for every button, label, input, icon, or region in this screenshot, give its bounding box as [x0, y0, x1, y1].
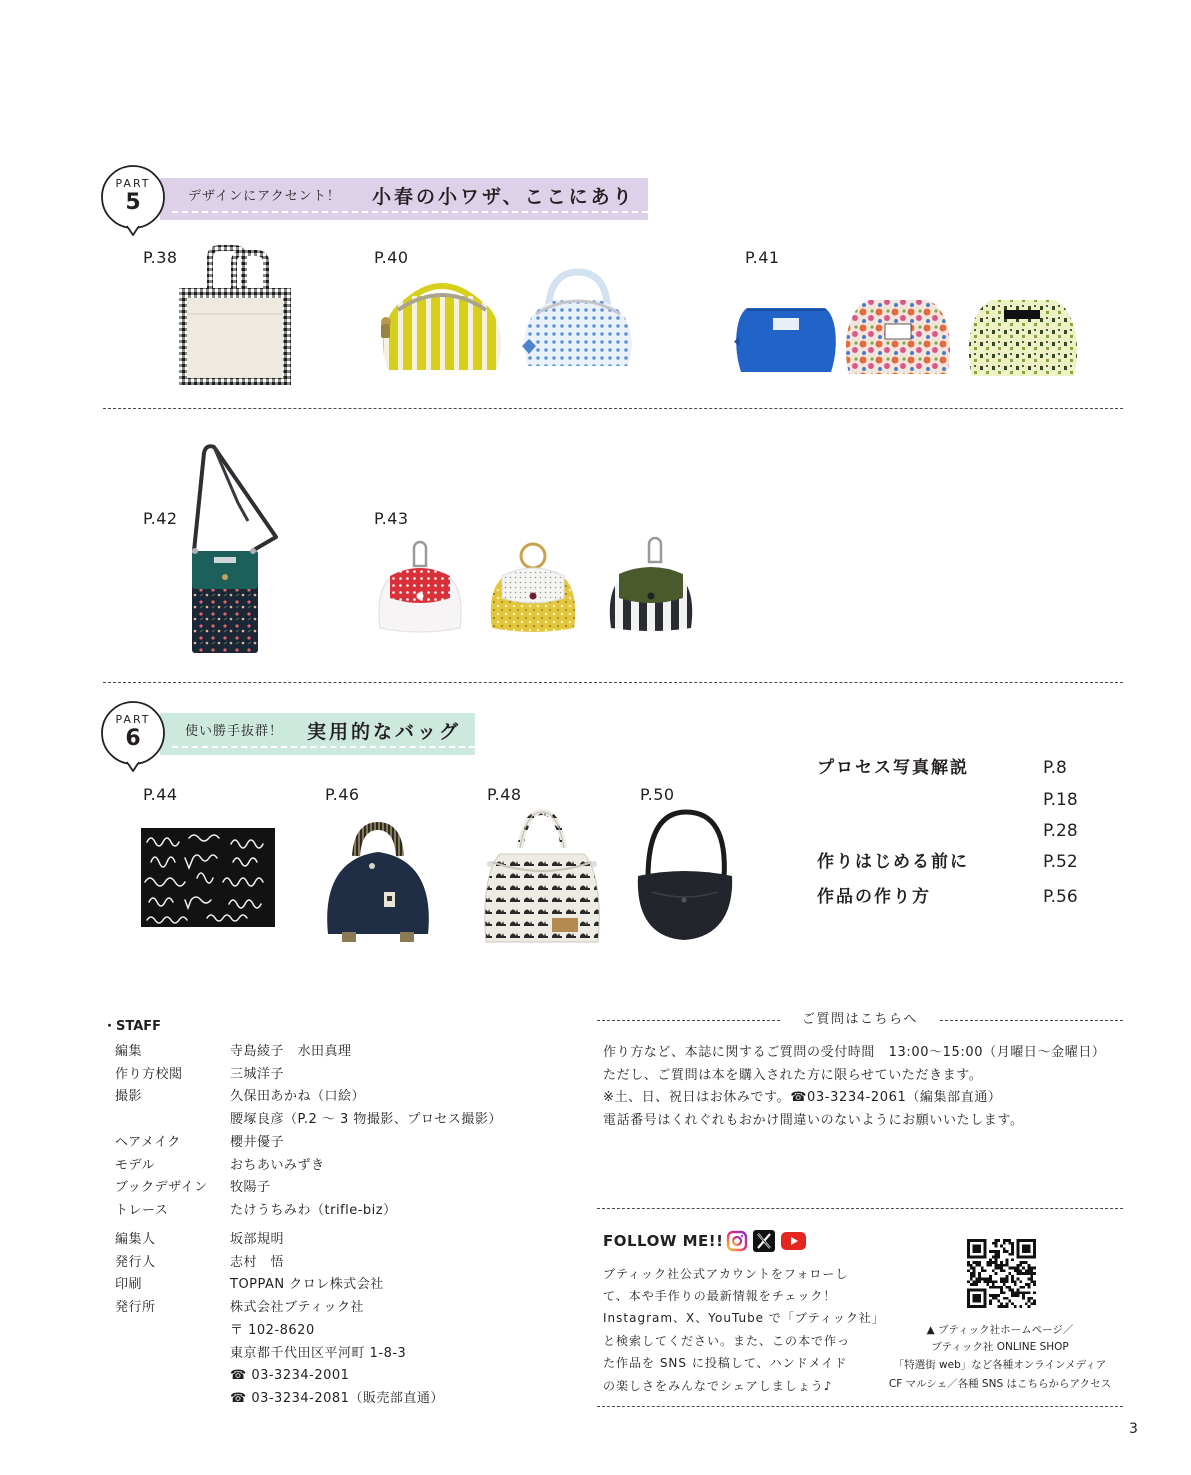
youtube-icon[interactable]: [781, 1232, 806, 1254]
toc-title[interactable]: 作品の作り方: [817, 887, 931, 907]
toc-page[interactable]: P.52: [1043, 852, 1078, 872]
section-divider: [597, 1208, 1123, 1209]
staff-name: ☎ 03-3234-2001: [230, 1368, 350, 1383]
page-label[interactable]: P.41: [745, 248, 780, 267]
staff-role: ブックデザイン: [115, 1180, 208, 1195]
staff-name: 牧陽子: [230, 1180, 271, 1195]
part5-banner: [160, 178, 648, 220]
staff-role: 編集: [115, 1044, 143, 1059]
staff-role: 印刷: [115, 1277, 143, 1292]
staff-role: 発行所: [115, 1300, 156, 1315]
page-label[interactable]: P.46: [325, 785, 360, 804]
qr-caption: 「特選街 web」など各種オンラインメディア: [893, 1359, 1107, 1371]
part5-badge: [94, 164, 172, 238]
black-script-print-bag-image: [141, 828, 275, 931]
inquiry-heading: ご質問はこちらへ: [801, 1012, 918, 1027]
badge-number: 5: [125, 190, 141, 215]
navy-backpack-image: [320, 822, 436, 952]
section-divider: [597, 1406, 1123, 1407]
toc-title[interactable]: プロセス写真解説: [817, 758, 969, 778]
staff-role: ヘアメイク: [115, 1135, 181, 1150]
inquiry-line: ただし、ご質問は本を購入された方に限らせていただきます。: [603, 1068, 983, 1083]
badge-number: 6: [125, 726, 141, 751]
staff-name: 坂部規明: [230, 1232, 285, 1247]
staff-name: ☎ 03-3234-2081（販売部直通）: [230, 1391, 444, 1406]
page-label[interactable]: P.38: [143, 248, 178, 267]
staff-name: 東京都千代田区平河町 1-8-3: [230, 1346, 407, 1361]
page-label[interactable]: P.50: [640, 785, 675, 804]
staff-name: 久保田あかね（口絵）: [230, 1089, 366, 1104]
part6-badge: [94, 700, 172, 774]
floral-pouch-image: [843, 292, 953, 384]
staff-name: 株式会社ブティック社: [230, 1300, 364, 1315]
instagram-icon[interactable]: [726, 1230, 748, 1256]
inquiry-line: 電話番号はくれぐれもおかけ間違いのないようにお願いいたします。: [603, 1113, 1024, 1128]
toc-title[interactable]: 作りはじめる前に: [817, 852, 969, 872]
staff-role: 発行人: [115, 1255, 156, 1270]
olive-stripe-charm-pouch-image: [607, 536, 695, 638]
staff-name: TOPPAN クロレ株式会社: [230, 1277, 384, 1292]
page-label[interactable]: P.43: [374, 509, 409, 528]
part6-title: 実用的なバッグ: [307, 721, 462, 743]
smartphone-shoulder-pouch-image: [186, 443, 282, 659]
staff-name: 三城洋子: [230, 1067, 285, 1082]
page-label[interactable]: P.48: [487, 785, 522, 804]
part5-tagline: デザインにアクセント！: [188, 189, 341, 204]
yellow-stripe-pouch-image: [376, 276, 508, 378]
staff-role: 撮影: [115, 1089, 143, 1104]
staff-role: 作り方校閲: [115, 1067, 183, 1082]
toc-page[interactable]: P.18: [1043, 790, 1078, 810]
banner-dashed-line: [172, 211, 648, 213]
page-label[interactable]: P.40: [374, 248, 409, 267]
part5-title: 小春の小ワザ、ここにあり: [372, 186, 635, 208]
page-label[interactable]: P.44: [143, 785, 178, 804]
staff-name: 寺島綾子 水田真理: [230, 1044, 352, 1059]
yellow-print-pouch-image: [966, 292, 1080, 386]
follow-line: て、本や手作りの最新情報をチェック！: [603, 1289, 837, 1303]
inquiry-divider-right: [940, 1020, 1123, 1021]
staff-name: おちあいみずき: [230, 1158, 325, 1173]
follow-line: ブティック社公式アカウントをフォローし: [603, 1267, 849, 1281]
blue-polka-dot-pouch-image: [518, 266, 638, 376]
page-number: 3: [1129, 1421, 1138, 1437]
staff-name: たけうちみわ（trifle-biz）: [230, 1203, 397, 1218]
part6-tagline: 使い勝手抜群！: [185, 724, 284, 739]
badge-label: PART: [115, 177, 151, 190]
red-dot-charm-pouch-image: [376, 540, 464, 638]
follow-line: た作品を SNS に投稿して、ハンドメイド: [603, 1356, 848, 1370]
qr-caption: CF マルシェ／各種 SNS はこちらからアクセス: [888, 1378, 1112, 1390]
qr-code[interactable]: [967, 1239, 1036, 1312]
toc-page[interactable]: P.56: [1043, 887, 1078, 907]
badge-label: PART: [115, 713, 151, 726]
staff-name: 腰塚良彦（P.2 ～ 3 物撮影、プロセス撮影）: [230, 1112, 502, 1127]
toc-page[interactable]: P.8: [1043, 758, 1067, 778]
staff-role: 編集人: [115, 1232, 156, 1247]
inquiry-line: 作り方など、本誌に関するご質問の受付時間 13:00～15:00（月曜日～金曜日）: [603, 1045, 1106, 1060]
x-icon[interactable]: [753, 1230, 775, 1256]
follow-heading: FOLLOW ME!!: [603, 1232, 724, 1250]
follow-line: Instagram、X、YouTube で「ブティック社」: [603, 1311, 885, 1325]
staff-heading: ・STAFF: [103, 1019, 162, 1034]
staff-role: トレース: [115, 1203, 169, 1218]
inquiry-divider-left: [597, 1020, 780, 1021]
page-label[interactable]: P.42: [143, 509, 178, 528]
inquiry-line: ※土、日、祝日はお休みです。☎03-3234-2061（編集部直通）: [603, 1090, 1002, 1105]
staff-name: 櫻井優子: [230, 1135, 285, 1150]
section-divider: [103, 682, 1123, 683]
section-divider: [103, 408, 1123, 409]
cat-print-drawstring-bag-image: [480, 808, 604, 952]
staff-name: 〒 102-8620: [230, 1323, 315, 1338]
yellow-floral-charm-pouch-image: [488, 540, 578, 638]
staff-name: 志村 悟: [230, 1255, 285, 1270]
follow-line: の楽しさをみんなでシェアしましょう♪: [603, 1379, 833, 1393]
banner-dashed-line: [172, 746, 475, 748]
black-shoulder-bag-image: [634, 806, 736, 946]
follow-line: と検索してください。また、この本で作っ: [603, 1334, 851, 1348]
part6-banner: [160, 713, 475, 755]
blue-pouch-image: [733, 298, 839, 382]
qr-caption: ▲ ブティック社ホームページ／: [926, 1324, 1074, 1336]
gingham-tote-bag-image: [176, 244, 294, 391]
staff-role: モデル: [115, 1158, 155, 1173]
toc-page[interactable]: P.28: [1043, 821, 1078, 841]
qr-caption: ブティック社 ONLINE SHOP: [931, 1341, 1069, 1353]
